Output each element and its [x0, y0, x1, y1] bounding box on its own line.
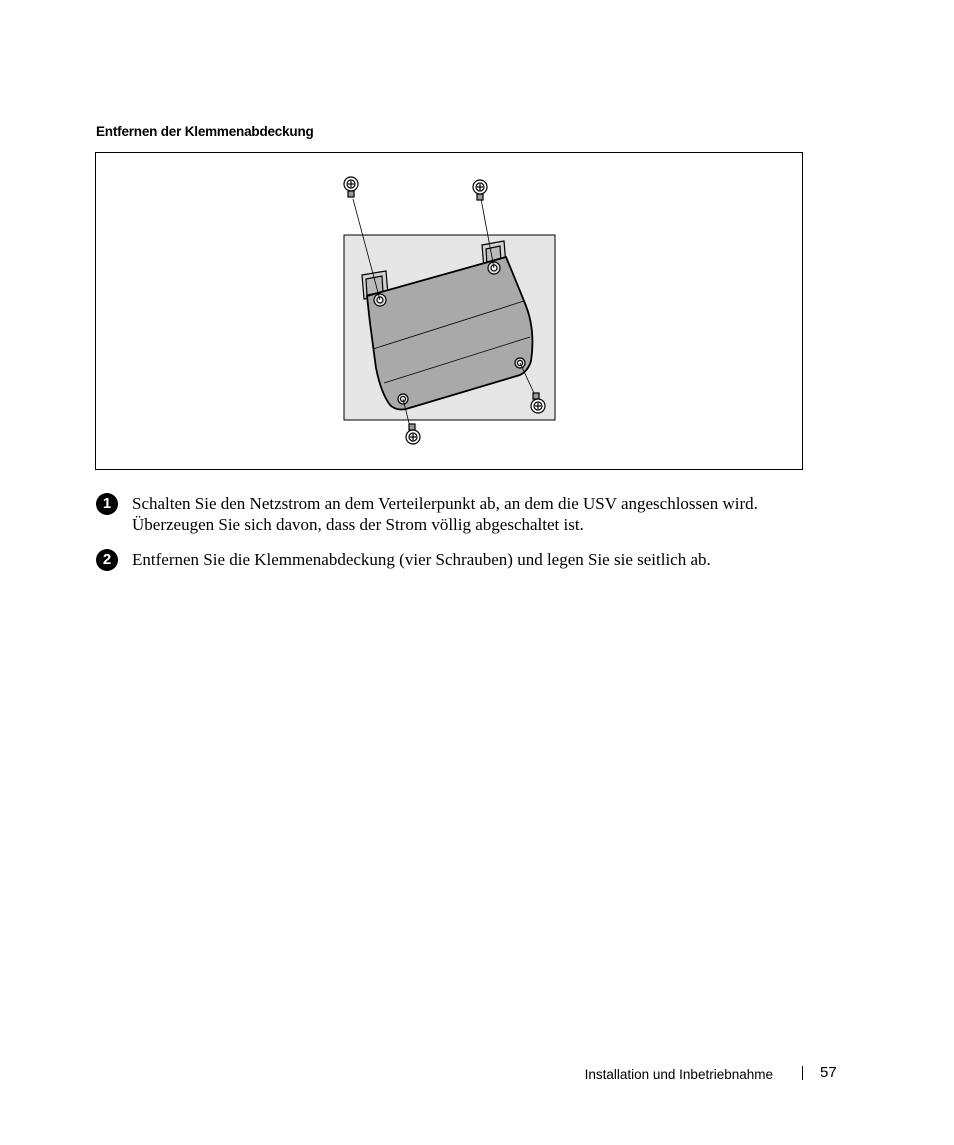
figure-caption: Entfernen der Klemmenabdeckung — [96, 124, 314, 139]
screw-bottom-left-icon — [406, 424, 420, 444]
screw-top-right-icon — [473, 180, 487, 200]
page-footer — [0, 1064, 954, 1084]
footer-section-title: Installation und Inbetriebnahme — [584, 1067, 773, 1082]
figure-frame — [95, 152, 803, 470]
step-number-badge: 1 — [96, 493, 118, 515]
screw-top-left-icon — [344, 177, 358, 197]
step-text: Schalten Sie den Netzstrom an dem Verteilerpunkt ab, an dem die USV angeschlossen wird. Überzeugen Sie sich davon, dass der Strom völlig abgeschaltet ist. — [132, 494, 758, 534]
terminal-cover-illustration — [96, 153, 802, 469]
page-number: 57 — [820, 1064, 837, 1081]
step-text: Entfernen Sie die Klemmenabdeckung (vier Schrauben) und legen Sie sie seitlich ab. — [132, 550, 711, 569]
footer-separator — [802, 1066, 803, 1080]
step-number-badge: 2 — [96, 549, 118, 571]
